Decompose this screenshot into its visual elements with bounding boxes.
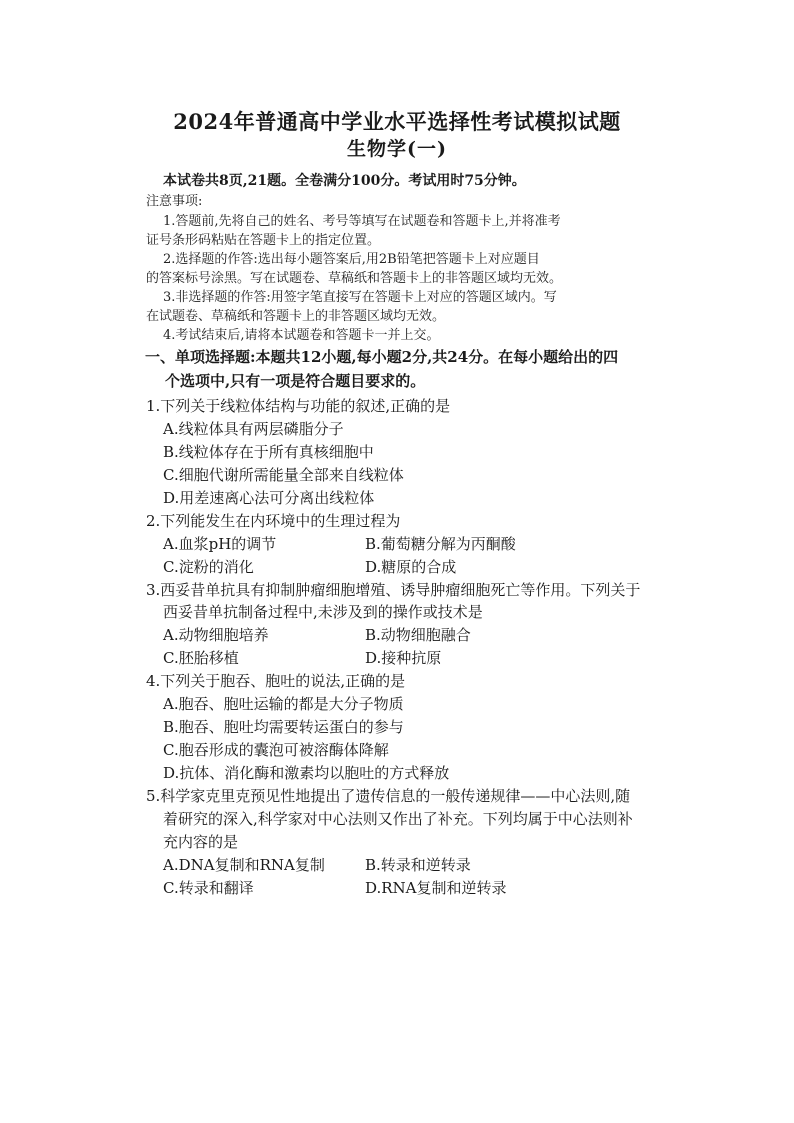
option: D.接种抗原: [365, 649, 442, 667]
section-heading: 一、单项选择题:本题共12小题,每小题2分,共24分。在每小题给出的四: [145, 348, 619, 366]
option: D.用差速离心法可分离出线粒体: [163, 489, 375, 507]
option: C.胚胎移植: [163, 649, 239, 667]
question-stem: 3.西妥昔单抗具有抑制肿瘤细胞增殖、诱导肿瘤细胞死亡等作用。下列关于: [146, 581, 641, 599]
option: A.动物细胞培养: [163, 626, 269, 644]
option: B.转录和逆转录: [365, 856, 471, 874]
option: B.葡萄糖分解为丙酮酸: [365, 535, 516, 553]
notice-line: 3.非选择题的作答:用签字笔直接写在答题卡上对应的答题区域内。写: [163, 290, 557, 305]
question-stem: 2.下列能发生在内环境中的生理过程为: [146, 512, 401, 530]
question-stem: 1.下列关于线粒体结构与功能的叙述,正确的是: [146, 397, 451, 415]
option: B.胞吞、胞吐均需要转运蛋白的参与: [163, 718, 404, 736]
notice-line: 1.答题前,先将自己的姓名、考号等填写在试题卷和答题卡上,并将准考: [163, 214, 561, 229]
option: D.抗体、消化酶和激素均以胞吐的方式释放: [163, 764, 450, 782]
notice-line: 的答案标号涂黑。写在试题卷、草稿纸和答题卡上的非答题区域均无效。: [146, 271, 563, 286]
option: D.RNA复制和逆转录: [365, 879, 507, 897]
notice-line: 证号条形码粘贴在答题卡上的指定位置。: [146, 233, 381, 248]
notice-line: 2.选择题的作答:选出每小题答案后,用2B铅笔把答题卡上对应题目: [163, 252, 540, 267]
question-stem-cont: 着研究的深入,科学家对中心法则又作出了补充。下列均属于中心法则补: [163, 810, 633, 828]
option: C.细胞代谢所需能量全部来自线粒体: [163, 466, 404, 484]
option: B.线粒体存在于所有真核细胞中: [163, 443, 374, 461]
option: A.血浆pH的调节: [163, 535, 277, 553]
exam-subtitle: 生物学(一): [347, 138, 447, 160]
question-stem: 4.下列关于胞吞、胞吐的说法,正确的是: [146, 672, 406, 690]
option: A.线粒体具有两层磷脂分子: [163, 420, 344, 438]
notice-title: 注意事项:: [146, 194, 203, 209]
notice-line: 在试题卷、草稿纸和答题卡上的非答题区域均无效。: [146, 309, 446, 324]
exam-title: 2024年普通高中学业水平选择性考试模拟试题: [173, 109, 621, 134]
option: B.动物细胞融合: [365, 626, 471, 644]
option: C.胞吞形成的囊泡可被溶酶体降解: [163, 741, 389, 759]
section-heading-cont: 个选项中,只有一项是符合题目要求的。: [165, 372, 426, 390]
question-stem-cont: 西妥昔单抗制备过程中,未涉及到的操作或技术是: [163, 603, 483, 621]
option: C.转录和翻译: [163, 879, 254, 897]
option: A.胞吞、胞吐运输的都是大分子物质: [163, 695, 404, 713]
option: C.淀粉的消化: [163, 558, 254, 576]
option: A.DNA复制和RNA复制: [163, 856, 325, 874]
question-stem-cont: 充内容的是: [163, 833, 239, 851]
option: D.糖原的合成: [365, 558, 457, 576]
notice-line: 4.考试结束后,请将本试题卷和答题卡一并上交。: [163, 328, 440, 343]
exam-info: 本试卷共8页,21题。全卷满分100分。考试用时75分钟。: [163, 173, 526, 189]
question-stem: 5.科学家克里克预见性地提出了遗传信息的一般传递规律——中心法则,随: [146, 787, 631, 805]
